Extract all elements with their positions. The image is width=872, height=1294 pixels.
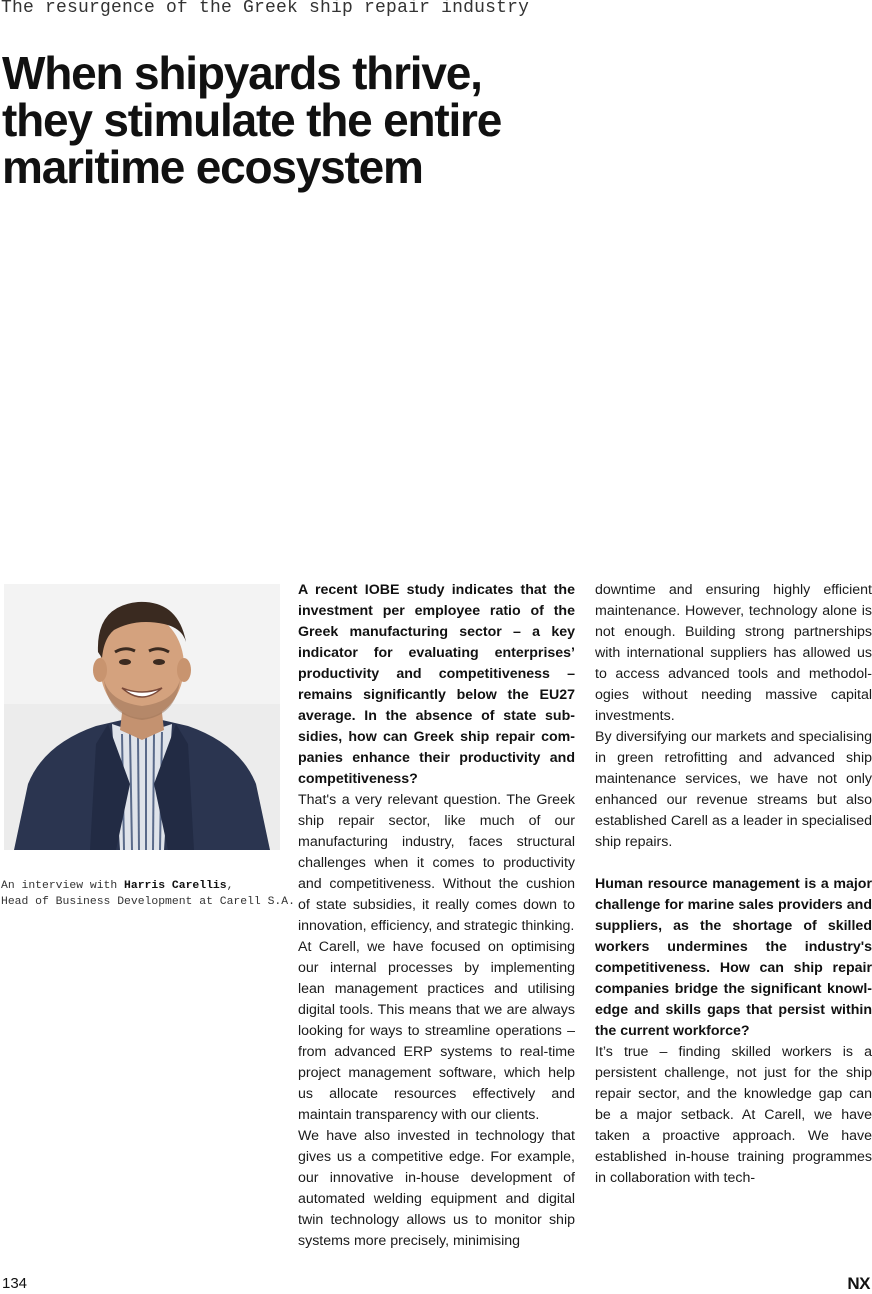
caption-line — [1, 878, 291, 894]
publication-logo: NX — [847, 1274, 870, 1293]
headline-line: When shipyards thrive, — [2, 47, 482, 99]
answer-paragraph: That's a very relevant question. The Greek ship repair sector, like much of our manufacturing industry, faces structural challenges when it comes to productivity and competitiveness. Without the cushion of state subsidies, it really comes down to innovation, efficiency, and strategic thinking. — [298, 792, 575, 934]
headline-line: maritime ecosystem — [2, 141, 423, 193]
headline-line: they stimulate the entire — [2, 94, 502, 146]
page-number: 134 — [2, 1275, 28, 1292]
caption-suffix: , — [226, 880, 234, 892]
portrait-illustration — [4, 584, 280, 850]
section-kicker: The resurgence of the Greek ship repair industry — [1, 0, 530, 18]
interviewee-portrait — [4, 584, 280, 850]
portrait-caption — [1, 878, 295, 910]
answer-paragraph: We have also invested in technology that gives us a competitive edge. For example, our innovative in-house development of automated welding equipment and digital twin technology allows us to monitor ship systems more precisely, minimising — [298, 1128, 575, 1249]
interviewee-name: Harris Carellis — [124, 880, 227, 892]
answer-paragraph: It’s true – finding skilled workers is a persistent challenge, not just for the ship repair sector, and the knowledge gap can be a major setback. At Carell, we have taken a proactive approach. We have established in-house training programmes in collaboration with tech- — [595, 1044, 872, 1186]
article-column-1 — [298, 580, 575, 1252]
answer-paragraph: At Carell, we have focused on optimising our internal processes by implementing lean management practices and utilising digital tools. This means that we are always looking for ways to streamline operations – from advanced ERP systems to real-time project management software, which help us allocate resources effectively and maintain transparency with our clients. — [298, 939, 575, 1123]
interviewee-role: Head of Business Development at Carell S.A. — [1, 896, 295, 908]
article-column-2 — [595, 580, 872, 1189]
article-headline — [2, 47, 642, 193]
interview-question: A recent IOBE study indicates that the investment per employee ratio of the Greek manufacturing sector – a key indicator for evaluating enterprises’ productivity and competitiveness – remains significantly below the EU27 average. In the absence of state subsidies, how can Greek ship repair companies enhance their productivity and competitiveness? — [298, 582, 575, 787]
interview-question: Human resource management is a major challenge for marine sales providers and suppliers, as the shortage of skilled workers undermines the industry's competitiveness. How can ship repair companies bridge the significant knowledge and skills gaps that persist within the current workforce? — [595, 876, 872, 1039]
answer-paragraph: By diversifying our markets and specialising in green retrofitting and advanced ship maintenance services, we have not only enhanced our revenue streams but also established Carell as a leader in specialised ship repairs. — [595, 729, 872, 850]
caption-prefix: An interview with — [1, 880, 125, 892]
answer-paragraph-continued: downtime and ensuring highly efficient maintenance. However, technology alone is not enough. Building strong partnerships with international suppliers has allowed us to access advanced tools and methodologies without needing massive capital investments. — [595, 582, 872, 724]
